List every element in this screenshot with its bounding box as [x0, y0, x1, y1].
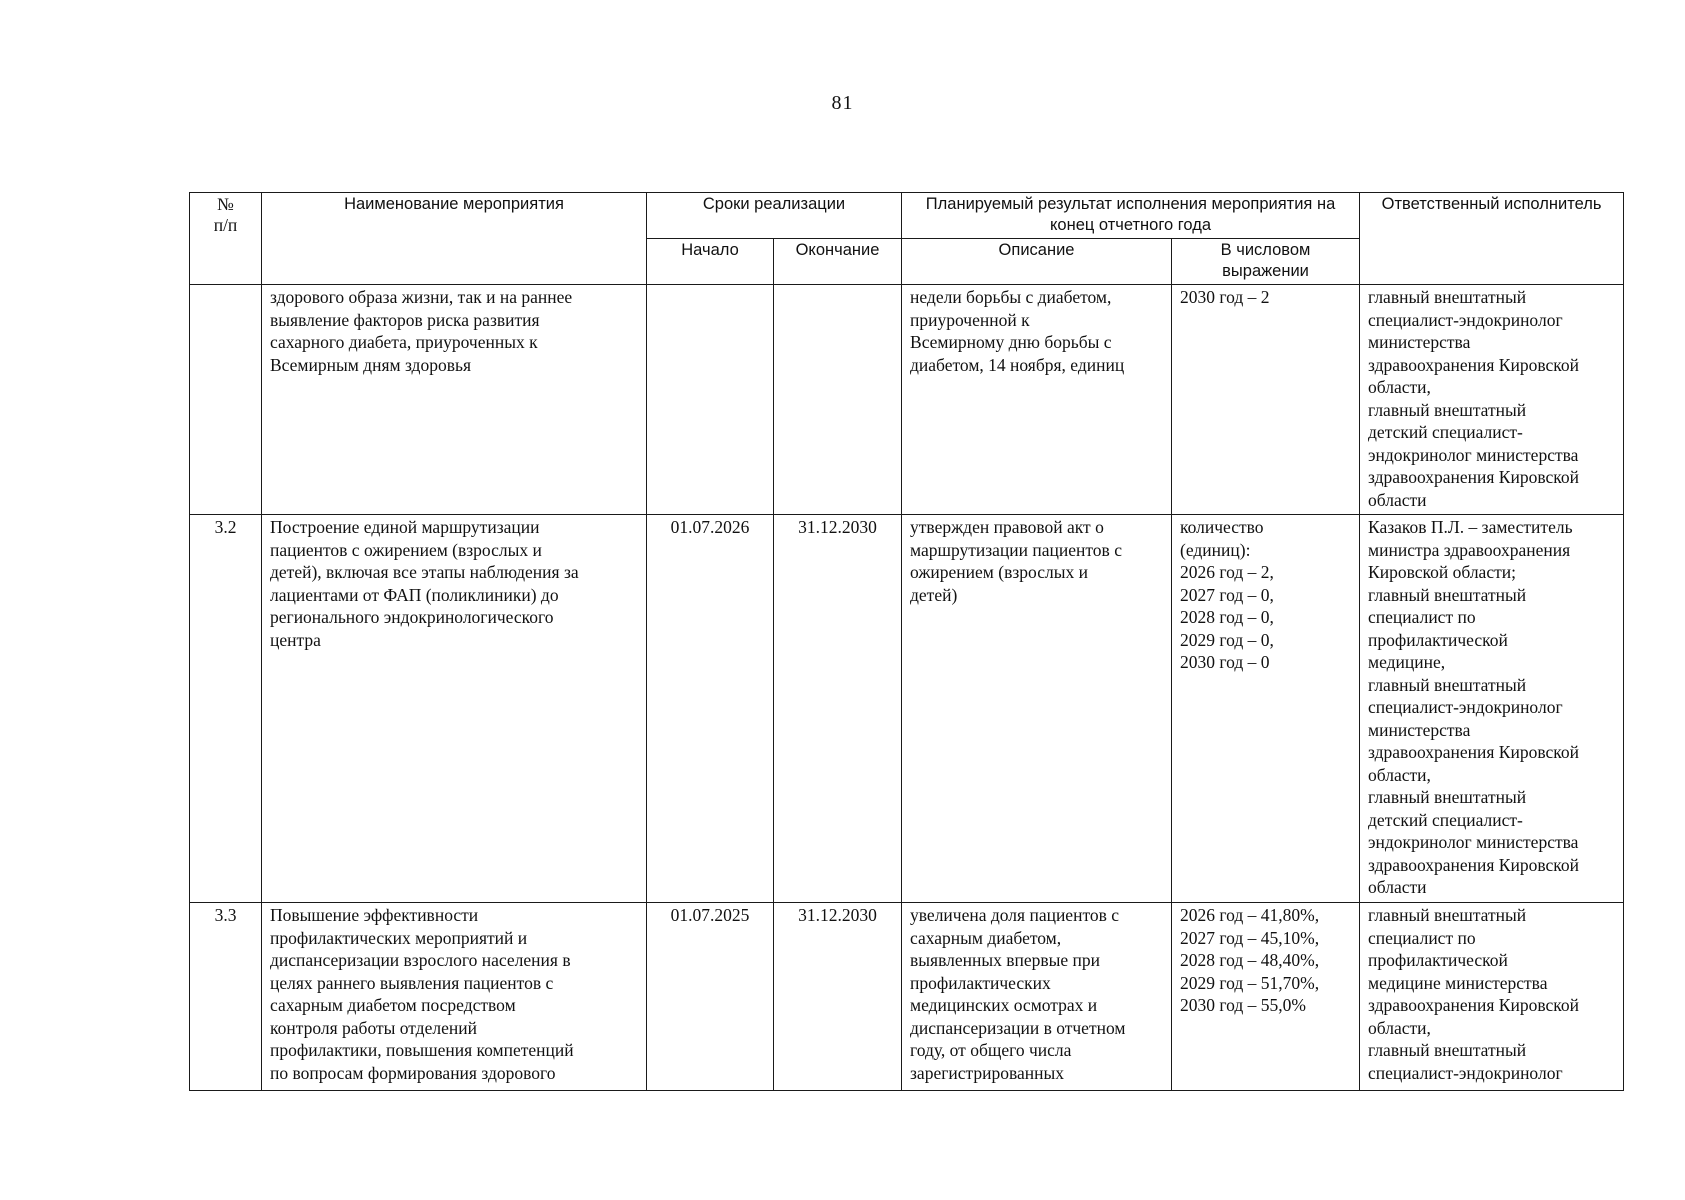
row-responsible: главный внештатный специалист-эндокринолог министерства здравоохранения Кировской области, главный внештатный детский специалист- эндокринолог министерства здравоохранения Кировской области: [1360, 285, 1624, 515]
row-num: [190, 285, 262, 515]
header-description: Описание: [902, 239, 1172, 285]
row-responsible: главный внештатный специалист по профилактической медицине министерства здравоохранения Кировской области, главный внештатный специалист-эндокринолог: [1368, 905, 1580, 1083]
row-responsible-cell: [1360, 903, 1624, 1091]
row-start: 01.07.2025: [647, 903, 774, 1091]
row-end: 31.12.2030: [774, 515, 902, 903]
table-row: [190, 515, 1624, 903]
row-end: [774, 285, 902, 515]
row-responsible: Казаков П.Л. – заместитель министра здравоохранения Кировской области; главный внештатный специалист по профилактической медицине, главный внештатный специалист-эндокринолог министерства здравоохранения Кировской области, главный внештатный детский специалист- эндокринолог министерства здравоохранения Кировской области: [1360, 515, 1624, 903]
row-end: 31.12.2030: [774, 903, 902, 1091]
page-number: 81: [831, 92, 854, 114]
row-num: 3.3: [190, 903, 262, 1091]
header-name: Наименование мероприятия: [262, 193, 647, 285]
table-row: [190, 903, 1624, 1091]
activities-table: [189, 192, 1624, 1091]
table-row: [190, 285, 1624, 515]
row-numeric: 2030 год – 2: [1172, 285, 1360, 515]
header-row-1: [190, 193, 1624, 239]
row-numeric: 2026 год – 41,80%, 2027 год – 45,10%, 2028 год – 48,40%, 2029 год – 51,70%, 2030 год – 55,0%: [1172, 903, 1360, 1091]
header-start: Начало: [647, 239, 774, 285]
row-start: 01.07.2026: [647, 515, 774, 903]
row-name: Построение единой маршрутизации пациентов с ожирением (взрослых и детей), включая все этапы наблюдения за лациентами от ФАП (поликлиники) до регионального эндокринологического центра: [262, 515, 647, 903]
header-terms: Сроки реализации: [647, 193, 902, 239]
row-name: здорового образа жизни, так и на раннее выявление факторов риска развития сахарного диабета, приуроченных к Всемирным дням здоровья: [262, 285, 647, 515]
header-num: № п/п: [190, 193, 262, 285]
header-result: Планируемый результат исполнения мероприятия на конец отчетного года: [902, 193, 1360, 239]
header-responsible: Ответственный исполнитель: [1360, 193, 1624, 285]
row-description: утвержден правовой акт о маршрутизации пациентов с ожирением (взрослых и детей): [902, 515, 1172, 903]
row-name: Повышение эффективности профилактических мероприятий и диспансеризации взрослого населения в целях раннего выявления пациентов с сахарным диабетом посредством контроля работы отделений профилактики, повышения компетенций по вопросам формирования здорового: [270, 905, 574, 1083]
row-description: увеличена доля пациентов с сахарным диабетом, выявленных впервые при профилактических медицинских осмотрах и диспансеризации в отчетном году, от общего числа зарегистрированных: [910, 905, 1126, 1083]
row-start: [647, 285, 774, 515]
header-end: Окончание: [774, 239, 902, 285]
row-numeric: количество (единиц): 2026 год – 2, 2027 год – 0, 2028 год – 0, 2029 год – 0, 2030 год – 0: [1172, 515, 1360, 903]
row-description: недели борьбы с диабетом, приуроченной к Всемирному дню борьбы с диабетом, 14 ноября, единиц: [902, 285, 1172, 515]
row-num: 3.2: [190, 515, 262, 903]
header-numeric: В числовом выражении: [1172, 239, 1360, 285]
row-description-cell: [902, 903, 1172, 1091]
row-name-cell: [262, 903, 647, 1091]
